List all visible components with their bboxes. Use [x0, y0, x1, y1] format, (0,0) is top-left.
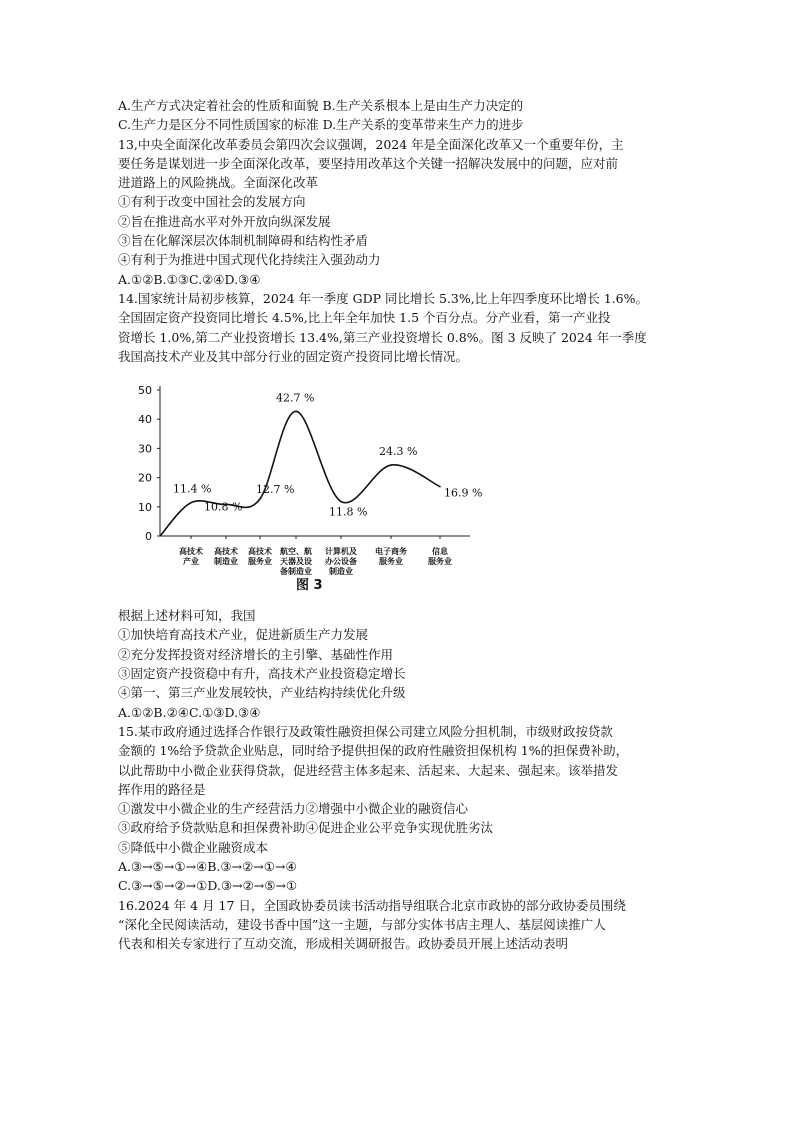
data-point [390, 464, 392, 466]
data-point [340, 501, 342, 503]
data-point [439, 486, 441, 488]
q15-stem-line: 15.某市政府通过选择合作银行及政策性融资担保公司建立风险分担机制，市级财政按贷款 [118, 723, 613, 739]
data-label: 16.9 % [444, 486, 483, 500]
figure-3 [118, 374, 483, 606]
y-tick-label: 40 [138, 413, 152, 427]
q14-lead: 根据上述材料可知，我国 [118, 608, 256, 624]
q15-options: C.③→⑤→②→①D.③→②→⑤→① [118, 878, 298, 894]
data-label: 42.7 % [276, 391, 315, 405]
category-label: 产业 [183, 557, 199, 567]
q13-stem-line: 要任务是谋划进一步全面深化改革，要坚持用改革这个关键一招解决发展中的问题，应对前 [118, 155, 619, 171]
category-label: 电子商务 [375, 547, 407, 557]
q14-item: ③固定资产投资稳中有升，高技术产业投资稳定增长 [118, 666, 406, 682]
q14-item: ④第一、第三产业发展较快，产业结构持续优化升级 [118, 685, 406, 701]
q15-options: A.③→⑤→①→④B.③→②→①→④ [118, 859, 297, 875]
category-label: 备制造业 [280, 567, 312, 577]
q14-options: A.①②B.②④C.①③D.③④ [118, 704, 261, 720]
q13-options: A.①②B.①③C.②④D.③④ [118, 271, 261, 287]
category-label: 服务业 [248, 557, 272, 567]
category-label: 计算机及 [325, 547, 357, 557]
category-label: 信息 [432, 547, 448, 557]
q15-item: ③政府给予贷款贴息和担保费补助④促进企业公平竞争实现优胜劣汰 [118, 820, 494, 836]
data-point [295, 411, 297, 413]
q13-stem-line: 13,中央全面深化改革委员会第四次会议强调，2024 年是全面深化改革又一个重要年份，主 [118, 136, 624, 152]
q16-stem-line: 16.2024 年 4 月 17 日，全国政协委员读书活动指导组联合北京市政协的部分政协委员围绕 [118, 897, 626, 913]
data-point [259, 498, 261, 500]
category-label: 服务业 [379, 557, 403, 567]
category-label: 高技术 [248, 547, 272, 557]
figure-caption: 图 3 [296, 578, 323, 594]
exam-page [118, 96, 688, 954]
data-label: 11.4 % [173, 482, 212, 496]
q14-item: ②充分发挥投资对经济增长的主引擎、基础性作用 [118, 646, 394, 662]
q14-stem-line: 14.国家统计局初步核算，2024 年一季度 GDP 同比增长 5.3%,比上年四季度环比增长 1.6%。 [118, 290, 648, 306]
q16-stem-line: 代表和相关专家进行了互动交流，形成相关调研报告。政协委员开展上述活动表明 [118, 936, 569, 952]
q12-option-line-2: C.生产力是区分不同性质国家的标准 D.生产关系的变革带来生产力的进步 [118, 117, 524, 133]
q15-stem-line: 挥作用的路径是 [118, 781, 206, 797]
q14-item: ①加快培育高技术产业，促进新质生产力发展 [118, 627, 369, 643]
q13-stem-line: 进道路上的风险挑战。全面深化改革 [118, 175, 319, 191]
q15-stem-line: 金额的 1%给予贷款企业贴息，同时给予提供担保的政府性融资担保机构 1%的担保费补助， [118, 743, 629, 759]
y-tick-label: 0 [145, 530, 152, 544]
q16-stem-line: “深化全民阅读活动，建设书香中国”这一主题，与部分实体书店主理人、基层阅读推广人 [118, 916, 606, 932]
q13-item: ③旨在化解深层次体制机制障碍和结构性矛盾 [118, 233, 369, 249]
category-label: 高技术 [179, 547, 203, 557]
category-label: 制造业 [329, 567, 353, 577]
category-label: 天器及设 [280, 557, 312, 567]
y-tick-label: 30 [138, 442, 152, 456]
q14-stem-line: 我国高技术产业及其中部分行业的固定资产投资同比增长情况。 [118, 348, 469, 364]
data-label: 12.7 % [256, 483, 295, 497]
y-tick-label: 20 [138, 471, 152, 485]
q14-stem-line: 全国固定资产投资同比增长 4.5%,比上年全年加快 1.5 个百分点。分产业看，第一产业投 [118, 310, 611, 326]
y-tick-label: 10 [138, 500, 152, 514]
investment-growth-chart [118, 374, 483, 606]
q15-item: ⑤降低中小微企业融资成本 [118, 839, 269, 855]
series-line [160, 411, 440, 536]
data-point [190, 502, 192, 504]
q13-item: ②旨在推进高水平对外开放向纵深发展 [118, 213, 331, 229]
category-label: 办公设备 [325, 557, 357, 567]
data-label: 24.3 % [379, 445, 418, 459]
q12-option-line-1: A.生产方式决定着社会的性质和面貌 B.生产关系根本上是由生产力决定的 [118, 98, 524, 113]
category-label: 航空、航 [280, 547, 312, 557]
category-label: 高技术 [214, 547, 238, 557]
q14-stem-line: 资增长 1.0%,第二产业投资增长 13.4%,第三产业投资增长 0.8%。图 3 反映了 2024 年一季度 [118, 329, 647, 345]
q13-item: ④有利于为推进中国式现代化持续注入强劲动力 [118, 252, 381, 268]
q15-stem-line: 以此帮助中小微企业获得贷款，促进经营主体多起来、活起来、大起来、强起来。该举措发 [118, 762, 619, 778]
q13-item: ①有利于改变中国社会的发展方向 [118, 194, 306, 210]
category-label: 制造业 [214, 557, 238, 567]
y-tick-label: 50 [138, 384, 152, 398]
data-label: 10.8 % [204, 500, 243, 514]
category-label: 服务业 [428, 557, 452, 567]
q15-item: ①激发中小微企业的生产经营活力②增强中小微企业的融资信心 [118, 801, 469, 817]
data-label: 11.8 % [329, 505, 368, 519]
